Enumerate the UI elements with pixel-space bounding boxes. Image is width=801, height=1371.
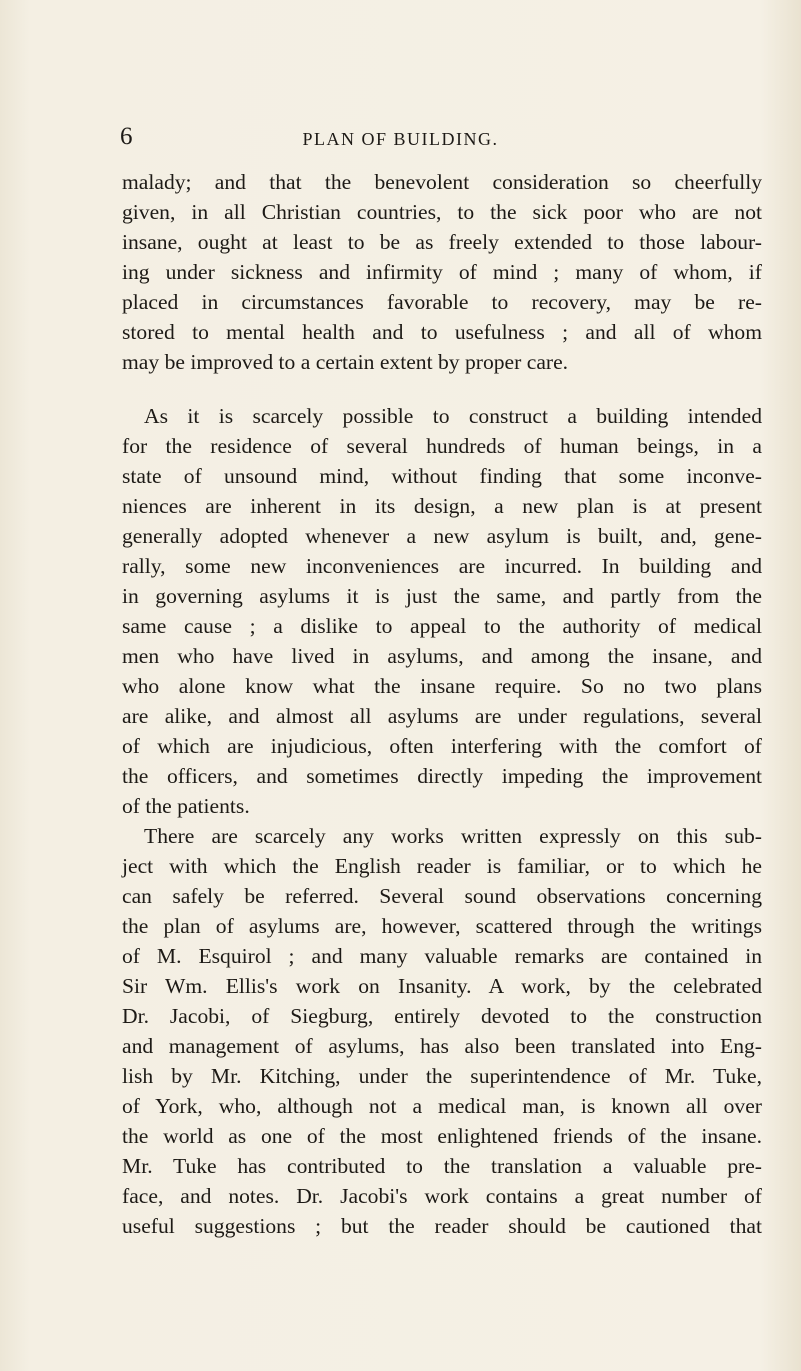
text-line: ject with which the English reader is familiar, or to which he [122, 854, 762, 878]
text-line: the world as one of the most enlightened friends of the insane. [122, 1124, 762, 1148]
text-line: Dr. Jacobi, of Siegburg, entirely devoted to the construction [122, 1004, 762, 1028]
text-line: men who have lived in asylums, and among the insane, and [122, 644, 762, 668]
text-line: may be improved to a certain extent by proper care. [122, 350, 569, 374]
text-line: of York, who, although not a medical man, is known all over [122, 1094, 762, 1118]
text-line: Sir Wm. Ellis's work on Insanity. A work, by the celebrated [122, 974, 762, 998]
text-line: in governing asylums it is just the same, and partly from the [122, 584, 762, 608]
body-text [122, 167, 762, 1241]
text-line: face, and notes. Dr. Jacobi's work contains a great number of [122, 1184, 762, 1208]
paragraph-2 [122, 401, 762, 821]
text-line: insane, ought at least to be as freely extended to those labour- [122, 230, 762, 254]
text-line: are alike, and almost all asylums are under regulations, several [122, 704, 762, 728]
text-line: malady; and that the benevolent consideration so cheerfully [122, 170, 762, 194]
text-line: of the patients. [122, 794, 250, 818]
text-line: useful suggestions ; but the reader should be cautioned that [122, 1214, 762, 1238]
text-line: generally adopted whenever a new asylum is built, and, gene- [122, 524, 762, 548]
running-head: PLAN OF BUILDING. [302, 129, 499, 149]
text-line: stored to mental health and to usefulness ; and all of whom [122, 320, 762, 344]
paragraph-3 [122, 821, 762, 1241]
text-line: As it is scarcely possible to construct a building intended [144, 404, 762, 428]
paragraph-1 [122, 167, 762, 377]
text-line: of M. Esquirol ; and many valuable remarks are contained in [122, 944, 762, 968]
text-line: state of unsound mind, without finding that some inconve- [122, 464, 762, 488]
text-line: of which are injudicious, often interfering with the comfort of [122, 734, 762, 758]
text-line: ing under sickness and infirmity of mind ; many of whom, if [122, 260, 762, 284]
text-line: Mr. Tuke has contributed to the translation a valuable pre- [122, 1154, 762, 1178]
text-line: and management of asylums, has also been translated into Eng- [122, 1034, 762, 1058]
text-line: the officers, and sometimes directly impeding the improvement [122, 764, 762, 788]
text-line: lish by Mr. Kitching, under the superintendence of Mr. Tuke, [122, 1064, 762, 1088]
text-line: niences are inherent in its design, a new plan is at present [122, 494, 762, 518]
text-line: There are scarcely any works written expressly on this sub- [144, 824, 762, 848]
text-line: who alone know what the insane require. So no two plans [122, 674, 762, 698]
text-line: given, in all Christian countries, to the sick poor who are not [122, 200, 762, 224]
text-line: rally, some new inconveniences are incurred. In building and [122, 554, 762, 578]
text-line: same cause ; a dislike to appeal to the authority of medical [122, 614, 762, 638]
text-line: the plan of asylums are, however, scattered through the writings [122, 914, 762, 938]
text-line: for the residence of several hundreds of human beings, in a [122, 434, 762, 458]
text-line: can safely be referred. Several sound observations concerning [122, 884, 762, 908]
page-number: 6 [120, 123, 133, 150]
text-line: placed in circumstances favorable to recovery, may be re- [122, 290, 762, 314]
paragraph-gap [122, 377, 762, 401]
